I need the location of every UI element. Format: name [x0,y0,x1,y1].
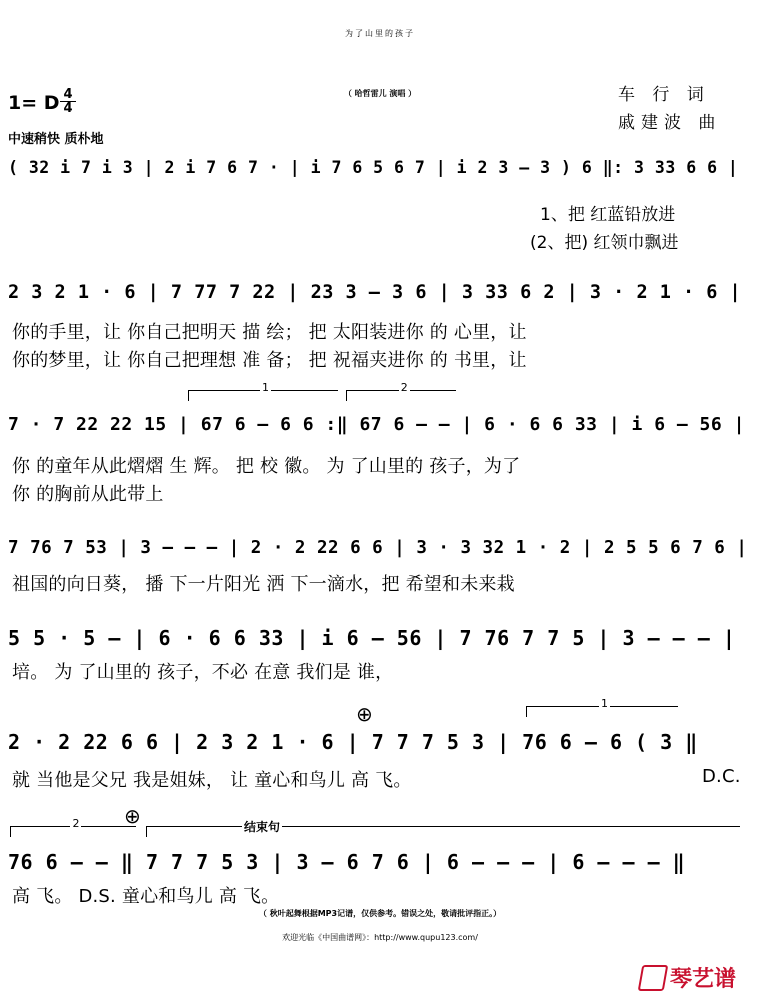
score-line-7: 76 6 – – ‖ 7 7 7 5 3 | 3 – 6 7 6 | 6 – – – | 6 – – – ‖ [8,850,686,874]
lyric-line-6: 就 当他是父兄 我是姐妹， 让 童心和鸟儿 高 飞。 [12,770,412,791]
tempo-marking: 中速稍快 质朴地 [8,132,104,147]
logo-mark-icon [638,965,669,991]
lyric-line-3-verse-1: 你 的童年从此熠熠 生 辉。 把 校 徽。 为 了山里的 孩子，为了 [12,456,521,477]
time-signature [58,88,78,115]
ending-bracket [146,826,740,837]
time-denominator: 4 [63,101,73,116]
ending-label: 结束句 [244,820,281,834]
composer-credit: 戚建波 曲 [618,113,722,133]
score-line-3: 7 · 7 22 22 15 | 67 6 – 6 6 :‖ 67 6 – – | 6 · 6 6 33 | i 6 – 56 | [8,414,745,435]
lyric-line-5: 培。 为 了山里的 孩子，不必 在意 我们是 谁， [12,662,394,683]
segno-sign-2: ⊕ [124,804,141,828]
lyric-line-2-verse-2: 你的梦里，让 你自己把理想 准 备； 把 祝福夹进你 的 书里，让 [12,350,527,371]
volta-bracket-2: 2 [346,390,456,401]
transcription-note: （ 秋叶起舞根据MP3记谱，仅供参考。错误之处，敬请批评指正。） [258,909,502,918]
verse-1-intro: 1、把 红蓝铅放进 [540,205,676,225]
song-title: 为了山里的孩子 [345,29,415,38]
performer-subtitle: （ 哈哲雷儿 演唱 ） [343,89,417,98]
time-numerator: 4 [63,87,73,102]
key-signature: 1= D [8,92,60,114]
volta-bracket-4: 2 [10,826,136,837]
score-line-6: 2 · 2 22 6 6 | 2 3 2 1 · 6 | 7 7 7 5 3 | 76 6 – 6 ( 3 ‖ [8,730,698,754]
lyric-line-7: 高 飞。 D.S. 童心和鸟儿 高 飞。 [12,886,280,907]
website-welcome: 欢迎光临《中国曲谱网》：http://www.qupu123.com/ [282,933,478,942]
logo-text: 琴艺谱 [670,967,737,992]
volta-bracket-1: 1 [188,390,338,401]
score-line-1: ( 32 i 7 i 3 | 2 i 7 6 7 · | i 7 6 5 6 7 | i 2 3 – 3 ) 6 ‖: 3 33 6 6 | [8,158,739,177]
score-line-4: 7 76 7 53 | 3 – – – | 2 · 2 22 6 6 | 3 · 3 32 1 · 2 | 2 5 5 6 7 6 | [8,538,748,558]
score-line-5: 5 5 · 5 – | 6 · 6 6 33 | i 6 – 56 | 7 76 7 7 5 | 3 – – – | [8,626,736,650]
lyric-line-2-verse-1: 你的手里，让 你自己把明天 描 绘； 把 太阳装进你 的 心里，让 [12,322,527,343]
da-capo-mark: D.C. [702,766,741,787]
lyric-line-4: 祖国的向日葵， 播 下一片阳光 洒 下一滴水，把 希望和未来栽 [12,574,515,595]
segno-sign-1: ⊕ [356,702,373,726]
score-line-2: 2 3 2 1 · 6 | 7 77 7 22 | 23 3 – 3 6 | 3 33 6 2 | 3 · 2 1 · 6 | [8,282,742,303]
lyricist-credit: 车 行 词 [618,85,710,105]
volta-bracket-3: 1 [526,706,678,717]
verse-2-intro: (2、把) 红领巾飘进 [530,233,679,253]
lyric-line-3-verse-2: 你 的胸前从此带上 [12,484,164,505]
site-logo [640,962,736,993]
